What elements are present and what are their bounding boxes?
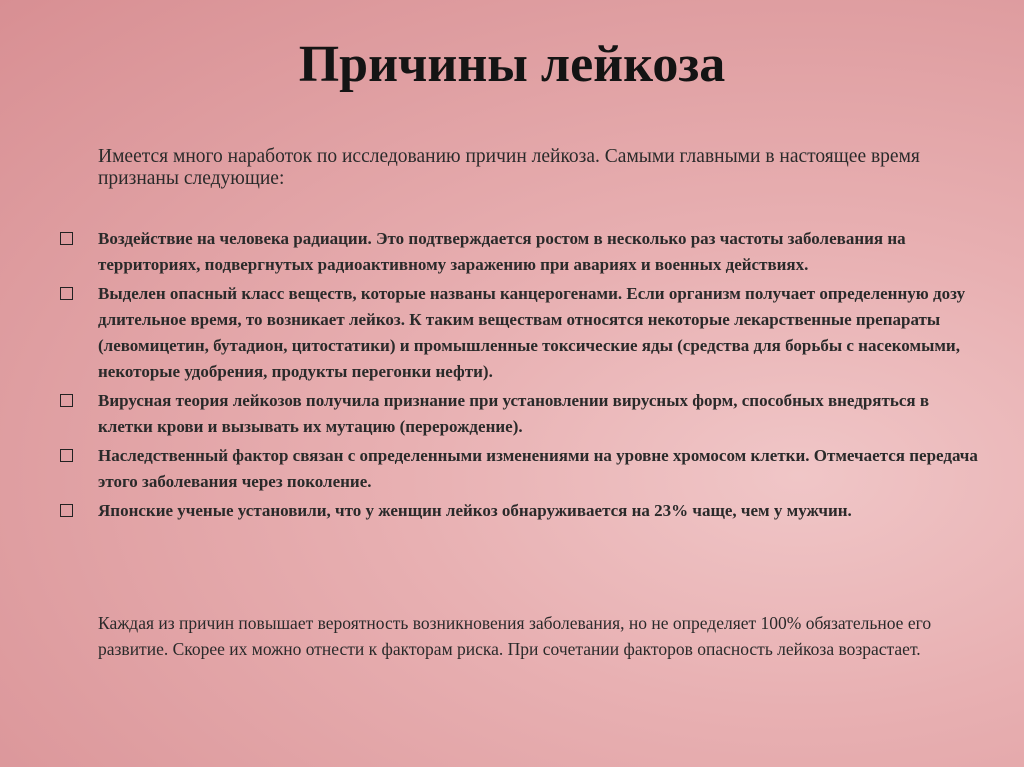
list-item [60,226,980,278]
square-checkbox-icon [60,287,73,300]
slide-title: Причины лейкоза [298,36,726,93]
list-item [60,498,980,524]
conclusion-paragraph: Каждая из причин повышает вероятность возникновения заболевания, но не определяет 100% обязательное его развитие. Скорее их можно отнести к факторам риска. При сочетании факторов опасность лейкоза возрастает. [98,613,932,659]
intro-paragraph: Имеется много наработок по исследованию причин лейкоза. Самыми главными в настоящее время признаны следующие: [98,146,920,189]
list-item [60,388,980,440]
list-item-text: Воздействие на человека радиации. Это подтверждается ростом в несколько раз частоты заболевания на территориях, подвергнутых радиоактивному заражению при авариях и военных действиях. [98,229,906,274]
square-checkbox-icon [60,449,73,462]
list-item [60,443,980,495]
square-checkbox-icon [60,232,73,245]
list-item-text: Выделен опасный класс веществ, которые названы канцерогенами. Если организм получает определенную дозу длительное время, то возникает лейкоз. К таким веществам относятся некоторые лекарственные препараты (левомицетин, бутадион, цитостатики) и промышленные токсические яды (средства для борьбы с насекомыми, некоторые удобрения, продукты перегонки нефти). [98,284,966,381]
causes-list [60,226,980,527]
list-item-text: Наследственный фактор связан с определенными изменениями на уровне хромосом клетки. Отмечается передача этого заболевания через поколение. [98,446,978,491]
list-item [60,281,980,385]
square-checkbox-icon [60,504,73,517]
square-checkbox-icon [60,394,73,407]
list-item-text: Вирусная теория лейкозов получила признание при установлении вирусных форм, способных внедряться в клетки крови и вызывать их мутацию (перерождение). [98,391,930,436]
list-item-text: Японские ученые установили, что у женщин лейкоз обнаруживается на 23% чаще, чем у мужчин. [98,501,852,520]
